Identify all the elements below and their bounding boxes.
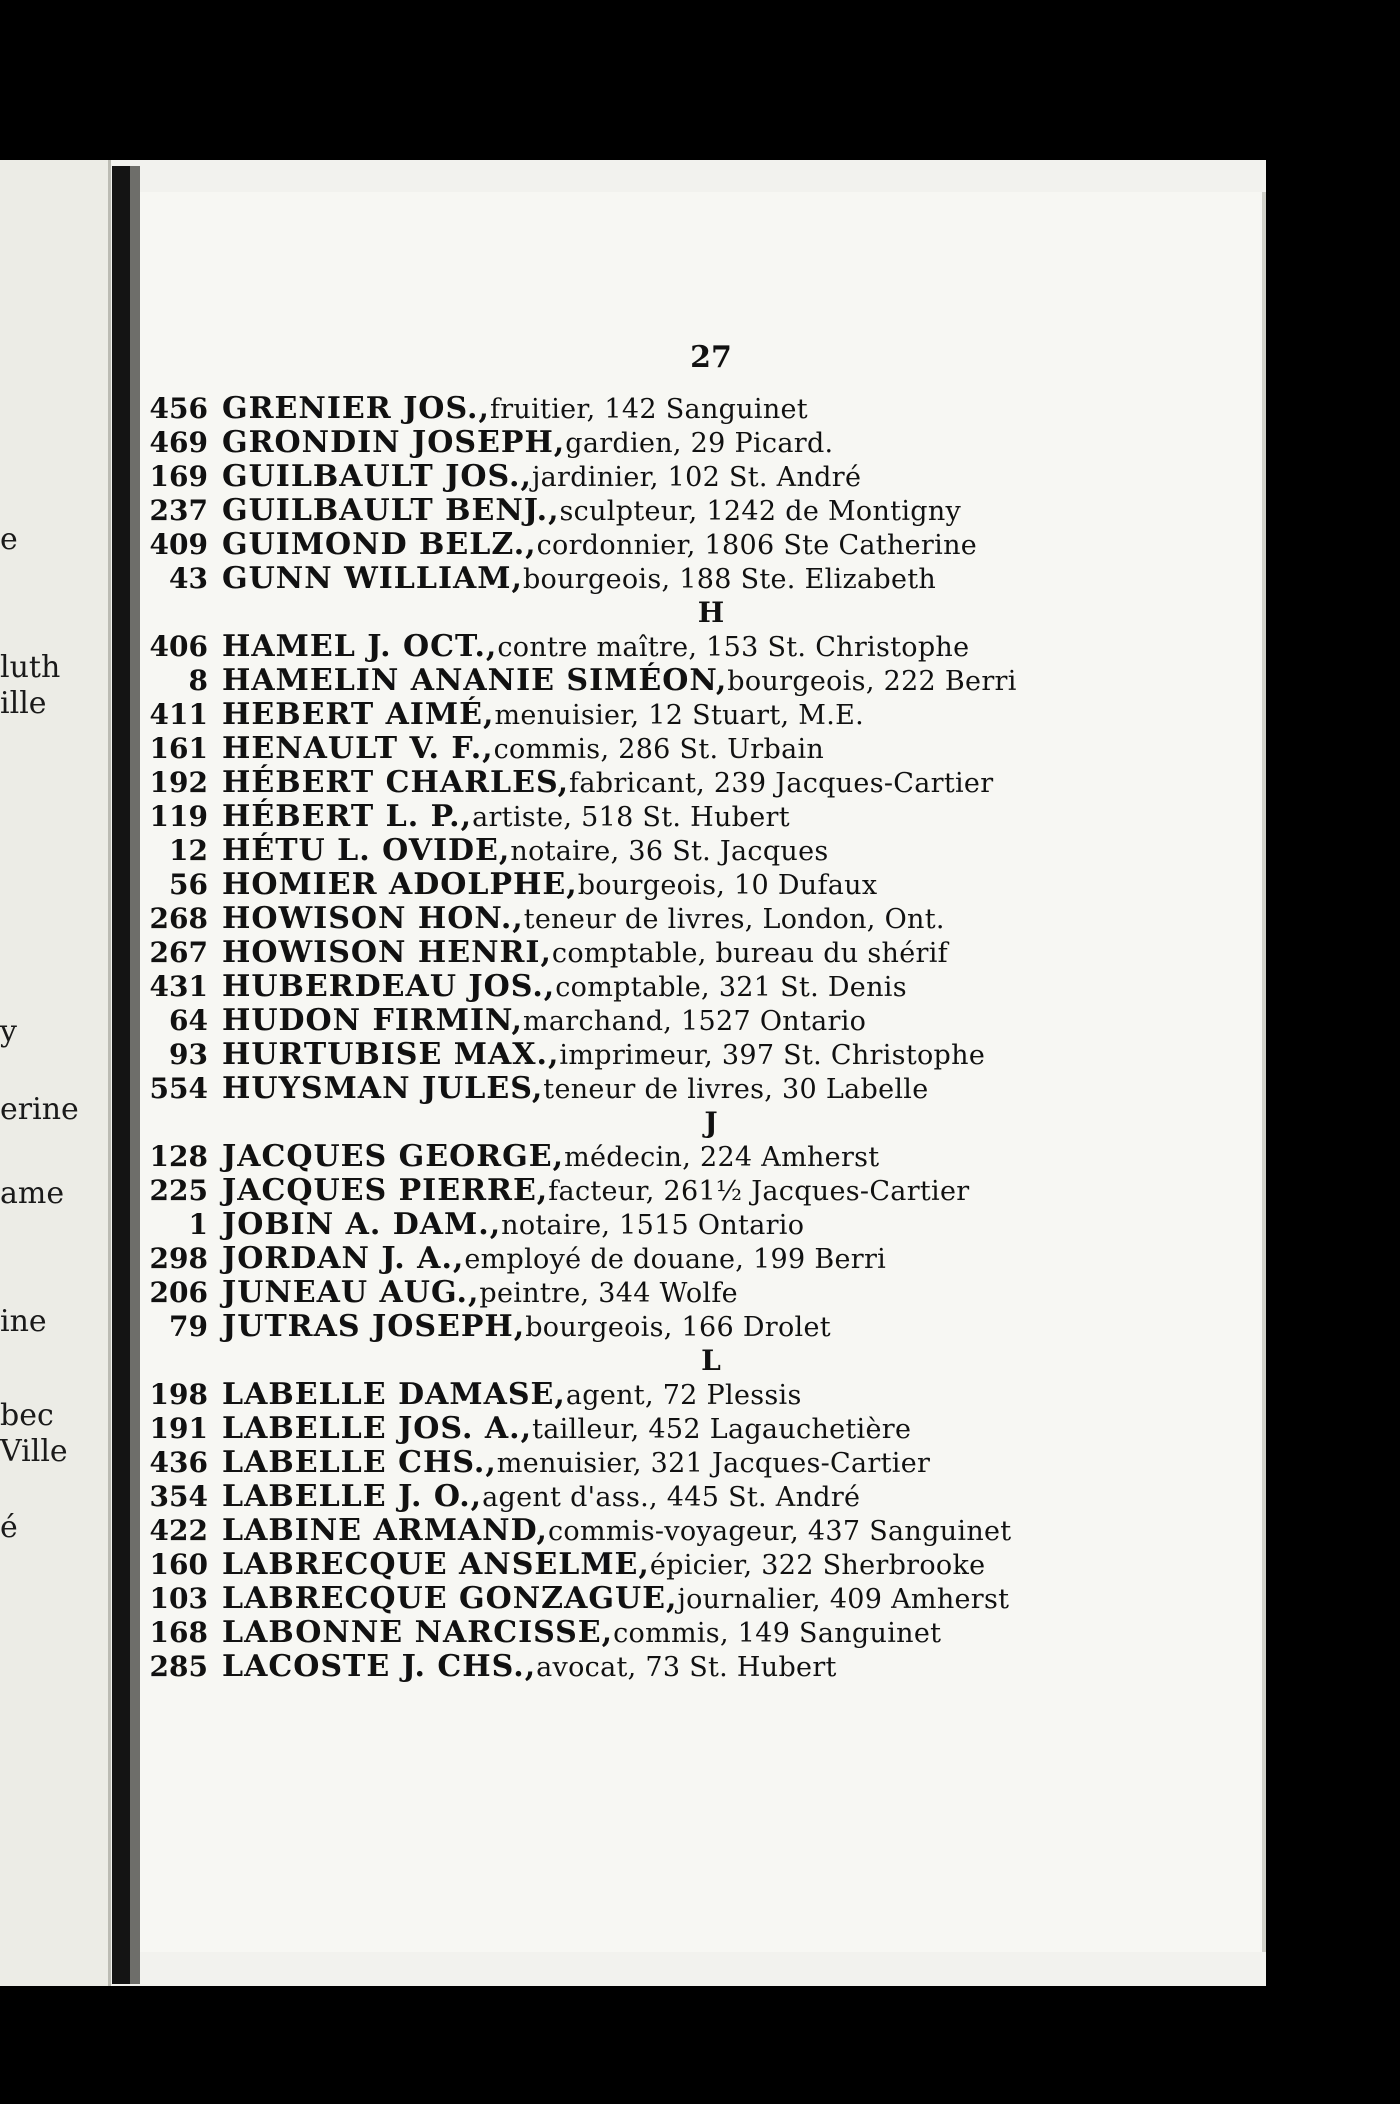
entry-number: 354 — [149, 1480, 208, 1513]
directory-entry — [140, 1616, 1262, 1650]
entry-number: 298 — [149, 1242, 208, 1275]
entry-detail: gardien, 29 Picard. — [565, 428, 834, 459]
entry-detail: artiste, 518 St. Hubert — [472, 802, 790, 833]
entry-detail: commis, 286 St. Urbain — [493, 734, 825, 765]
entry-number: 119 — [149, 800, 208, 833]
facing-page-fragment: ille — [0, 686, 47, 721]
entry-name: HUYSMAN JULES, — [222, 1071, 544, 1106]
entry-number: 43 — [169, 562, 208, 595]
entry-detail: bourgeois, 166 Drolet — [525, 1312, 831, 1343]
facing-page-fragment: é — [0, 1510, 18, 1545]
entry-name: GUNN WILLIAM, — [222, 561, 523, 596]
directory-entry — [140, 936, 1262, 970]
entry-number: 192 — [149, 766, 208, 799]
directory-entry — [140, 1310, 1262, 1344]
directory-entry — [140, 1072, 1262, 1106]
directory-entry — [140, 664, 1262, 698]
entry-detail: menuisier, 321 Jacques-Cartier — [496, 1448, 931, 1479]
directory-entry — [140, 1038, 1262, 1072]
directory-entry — [140, 1650, 1262, 1684]
entry-number: 8 — [188, 664, 208, 697]
directory-entry — [140, 834, 1262, 868]
entry-number: 169 — [149, 460, 208, 493]
scanned-book-page — [0, 160, 1266, 1986]
facing-page-fragment: e — [0, 522, 18, 557]
entry-detail: fruitier, 142 Sanguinet — [489, 394, 808, 425]
directory-entry — [140, 1480, 1262, 1514]
directory-entry — [140, 494, 1262, 528]
entry-detail: contre maître, 153 St. Christophe — [497, 632, 970, 663]
entry-name: JUTRAS JOSEPH, — [222, 1309, 526, 1344]
entry-name: HOMIER ADOLPHE, — [222, 867, 578, 902]
entry-number: 267 — [149, 936, 208, 969]
entry-name: GUILBAULT BENJ., — [222, 493, 560, 528]
entry-detail: tailleur, 452 Lagauchetière — [532, 1414, 912, 1445]
page-number: 27 — [690, 340, 732, 375]
gutter-shadow — [130, 166, 140, 1984]
entry-number: 554 — [149, 1072, 208, 1105]
entry-detail: teneur de livres, 30 Labelle — [543, 1074, 929, 1105]
directory-entry — [140, 528, 1262, 562]
entry-number: 56 — [169, 868, 208, 901]
entry-number: 406 — [149, 630, 208, 663]
directory-entry — [140, 1004, 1262, 1038]
directory-entry — [140, 426, 1262, 460]
directory-entry — [140, 732, 1262, 766]
entry-name: JACQUES GEORGE, — [222, 1139, 565, 1174]
entry-name: JORDAN J. A., — [222, 1241, 465, 1276]
directory-entry — [140, 392, 1262, 426]
entry-detail: bourgeois, 222 Berri — [727, 666, 1017, 697]
entry-name: JUNEAU AUG., — [222, 1275, 480, 1310]
directory-entry — [140, 902, 1262, 936]
entry-name: JOBIN A. DAM., — [222, 1207, 502, 1242]
directory-entry — [140, 698, 1262, 732]
entry-name: LABINE ARMAND, — [222, 1513, 548, 1548]
entry-number: 160 — [149, 1548, 208, 1581]
entry-name: HEBERT AIMÉ, — [222, 697, 495, 732]
entry-number: 161 — [149, 732, 208, 765]
entry-name: HAMEL J. OCT., — [222, 629, 498, 664]
entry-detail: médecin, 224 Amherst — [564, 1142, 880, 1173]
entry-detail: bourgeois, 188 Ste. Elizabeth — [522, 564, 937, 595]
facing-page-fragment: ame — [0, 1176, 65, 1211]
facing-page-fragment: y — [0, 1014, 17, 1049]
entry-name: HAMELIN ANANIE SIMÉON, — [222, 663, 728, 698]
book-gutter — [112, 166, 130, 1984]
entry-name: HÉBERT CHARLES, — [222, 765, 570, 800]
directory-entry — [140, 1446, 1262, 1480]
entry-detail: peintre, 344 Wolfe — [479, 1278, 738, 1309]
entry-detail: sculpteur, 1242 de Montigny — [559, 496, 962, 527]
entry-number: 198 — [149, 1378, 208, 1411]
entry-name: LACOSTE J. CHS., — [222, 1649, 537, 1684]
section-letter: H — [697, 596, 725, 629]
entry-number: 206 — [149, 1276, 208, 1309]
entry-name: GRENIER JOS., — [222, 391, 490, 426]
entry-detail: notaire, 1515 Ontario — [501, 1210, 805, 1241]
entry-name: LABONNE NARCISSE, — [222, 1615, 614, 1650]
section-letter: L — [701, 1344, 721, 1377]
entry-detail: imprimeur, 397 St. Christophe — [559, 1040, 986, 1071]
entry-name: HOWISON HON., — [222, 901, 524, 936]
facing-page-fragment: Ville — [0, 1434, 68, 1469]
entry-name: GUILBAULT JOS., — [222, 459, 532, 494]
entry-number: 1 — [188, 1208, 208, 1241]
entry-number: 225 — [149, 1174, 208, 1207]
entry-number: 64 — [169, 1004, 208, 1037]
entry-number: 268 — [149, 902, 208, 935]
directory-entry — [140, 1174, 1262, 1208]
directory-entry — [140, 1276, 1262, 1310]
entry-number: 456 — [149, 392, 208, 425]
directory-entry — [140, 970, 1262, 1004]
entry-number: 168 — [149, 1616, 208, 1649]
entry-detail: menuisier, 12 Stuart, M.E. — [494, 700, 865, 731]
entry-detail: fabricant, 239 Jacques-Cartier — [569, 768, 994, 799]
directory-entry — [140, 562, 1262, 596]
entry-name: LABELLE CHS., — [222, 1445, 497, 1480]
entry-detail: teneur de livres, London, Ont. — [523, 904, 945, 935]
facing-page-edge — [0, 160, 111, 1986]
entry-detail: notaire, 36 St. Jacques — [510, 836, 829, 867]
directory-page — [140, 192, 1266, 1952]
entry-number: 128 — [149, 1140, 208, 1173]
entry-number: 436 — [149, 1446, 208, 1479]
entry-detail: bourgeois, 10 Dufaux — [577, 870, 878, 901]
entry-number: 469 — [149, 426, 208, 459]
directory-entry — [140, 1242, 1262, 1276]
facing-page-fragment: luth — [0, 650, 61, 685]
entry-number: 431 — [149, 970, 208, 1003]
entry-number: 103 — [149, 1582, 208, 1615]
section-letter: J — [704, 1106, 718, 1139]
facing-page-fragment: bec — [0, 1398, 54, 1433]
entry-name: LABELLE JOS. A., — [222, 1411, 533, 1446]
entry-number: 422 — [149, 1514, 208, 1547]
directory-entry — [140, 1412, 1262, 1446]
entry-detail: employé de douane, 199 Berri — [464, 1244, 887, 1275]
entry-detail: avocat, 73 St. Hubert — [536, 1652, 837, 1683]
entry-number: 93 — [169, 1038, 208, 1071]
entry-detail: épicier, 322 Sherbrooke — [649, 1550, 986, 1581]
facing-page-fragment: ine — [0, 1304, 47, 1339]
entry-name: LABELLE DAMASE, — [222, 1377, 566, 1412]
entry-number: 409 — [149, 528, 208, 561]
entry-number: 285 — [149, 1650, 208, 1683]
entry-detail: commis-voyageur, 437 Sanguinet — [548, 1516, 1012, 1547]
entry-name: HÉTU L. OVIDE, — [222, 833, 511, 868]
entry-name: LABRECQUE ANSELME, — [222, 1547, 650, 1582]
entry-name: LABRECQUE GONZAGUE, — [222, 1581, 678, 1616]
directory-entry — [140, 800, 1262, 834]
entry-number: 191 — [149, 1412, 208, 1445]
directory-entry — [140, 1140, 1262, 1174]
directory-entry — [140, 766, 1262, 800]
entry-detail: jardinier, 102 St. André — [531, 462, 862, 493]
entry-detail: cordonnier, 1806 Ste Catherine — [536, 530, 978, 561]
directory-listing — [140, 392, 1262, 1684]
entry-detail: facteur, 261½ Jacques-Cartier — [548, 1176, 970, 1207]
entry-number: 12 — [169, 834, 208, 867]
entry-detail: agent, 72 Plessis — [565, 1380, 802, 1411]
entry-number: 411 — [149, 698, 208, 731]
directory-entry — [140, 1582, 1262, 1616]
entry-name: HOWISON HENRI, — [222, 935, 552, 970]
entry-detail: comptable, 321 St. Denis — [555, 972, 907, 1003]
entry-name: GUIMOND BELZ., — [222, 527, 537, 562]
entry-detail: journalier, 409 Amherst — [677, 1584, 1010, 1615]
entry-number: 237 — [149, 494, 208, 527]
entry-name: HUDON FIRMIN, — [222, 1003, 523, 1038]
entry-name: HÉBERT L. P., — [222, 799, 473, 834]
entry-number: 79 — [169, 1310, 208, 1343]
entry-name: LABELLE J. O., — [222, 1479, 483, 1514]
entry-name: JACQUES PIERRE, — [222, 1173, 549, 1208]
directory-entry — [140, 1208, 1262, 1242]
entry-name: GRONDIN JOSEPH, — [222, 425, 566, 460]
directory-entry — [140, 630, 1262, 664]
entry-name: HENAULT V. F., — [222, 731, 494, 766]
directory-entry — [140, 1548, 1262, 1582]
entry-detail: marchand, 1527 Ontario — [522, 1006, 867, 1037]
entry-detail: commis, 149 Sanguinet — [613, 1618, 942, 1649]
entry-detail: agent d'ass., 445 St. André — [482, 1482, 861, 1513]
entry-name: HUBERDEAU JOS., — [222, 969, 556, 1004]
facing-page-fragment: erine — [0, 1092, 79, 1127]
directory-entry — [140, 1378, 1262, 1412]
directory-entry — [140, 868, 1262, 902]
entry-detail: comptable, bureau du shérif — [551, 938, 948, 969]
entry-name: HURTUBISE MAX., — [222, 1037, 560, 1072]
directory-entry — [140, 460, 1262, 494]
directory-entry — [140, 1514, 1262, 1548]
